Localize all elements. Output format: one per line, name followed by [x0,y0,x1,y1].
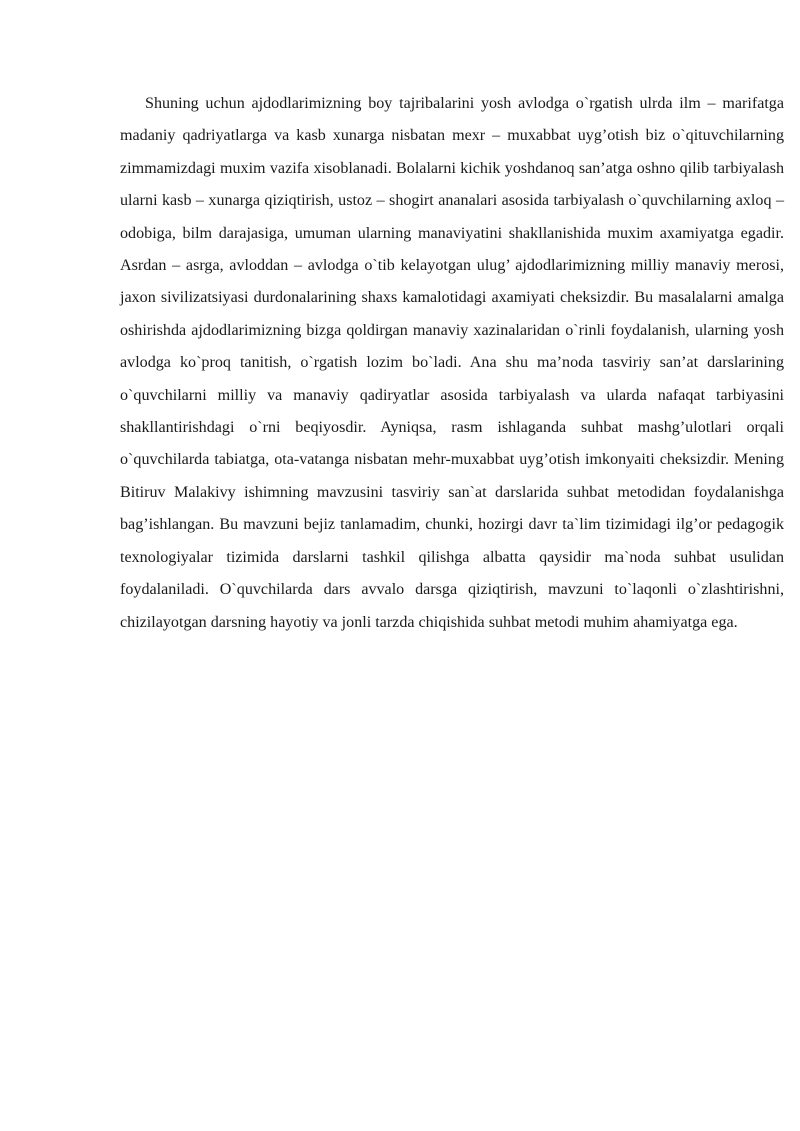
text-block [120,88,784,639]
body-paragraph: Shuning uchun ajdodlarimizning boy tajribalarini yosh avlodga o`rgatish ulrda ilm – marifatga madaniy qadriyatlarga va kasb xunarga nisbatan mexr – muxabbat uyg’otish biz o`qituvchilarning zimmamizdagi muxim vazifa xisoblanadi. Bolalarni kichik yoshdanoq san’atga oshno qilib tarbiyalash ularni kasb – xunarga qiziqtirish, ustoz – shogirt ananalari asosida tarbiyalash o`quvchilarning axloq – odobiga, bilm darajasiga, umuman ularning manaviyatini shakllanishida muxim axamiyatga egadir. Asrdan – asrga, avloddan – avlodga o`tib kelayotgan ulug’ ajdodlarimizning milliy manaviy merosi, jaxon sivilizatsiyasi durdonalarining shaxs kamalotidagi axamiyati cheksizdir. Bu masalalarni amalga oshirishda ajdodlarimizning bizga qoldirgan manaviy xazinalaridan o`rinli foydalanish, ularning yosh avlodga ko`proq tanitish, o`rgatish lozim bo`ladi. Ana shu ma’noda tasviriy san’at darslarining o`quvchilarni milliy va manaviy qadiryatlar asosida tarbiyalash va ularda nafaqat tarbiyasini shakllantirishdagi o`rni beqiyosdir. Ayniqsa, rasm ishlaganda suhbat mashg’ulotlari orqali o`quvchilarda tabiatga, ota-vatanga nisbatan mehr-muxabbat uyg’otish imkonyaiti cheksizdir. Mening Bitiruv Malakivy ishimning mavzusini tasviriy san`at darslarida suhbat metodidan foydalanishga bag’ishlangan. Bu mavzuni bejiz tanlamadim, chunki, hozirgi davr ta`lim tizimidagi ilg’or pedagogik texnologiyalar tizimida darslarni tashkil qilishga albatta qaysidir ma`noda suhbat usulidan foydalaniladi. O`quvchilarda dars avvalo darsga qiziqtirish, mavzuni to`laqonli o`zlashtirishni, chizilayotgan darsning hayotiy va jonli tarzda chiqishida suhbat metodi muhim ahamiyatga ega. [120,95,784,631]
